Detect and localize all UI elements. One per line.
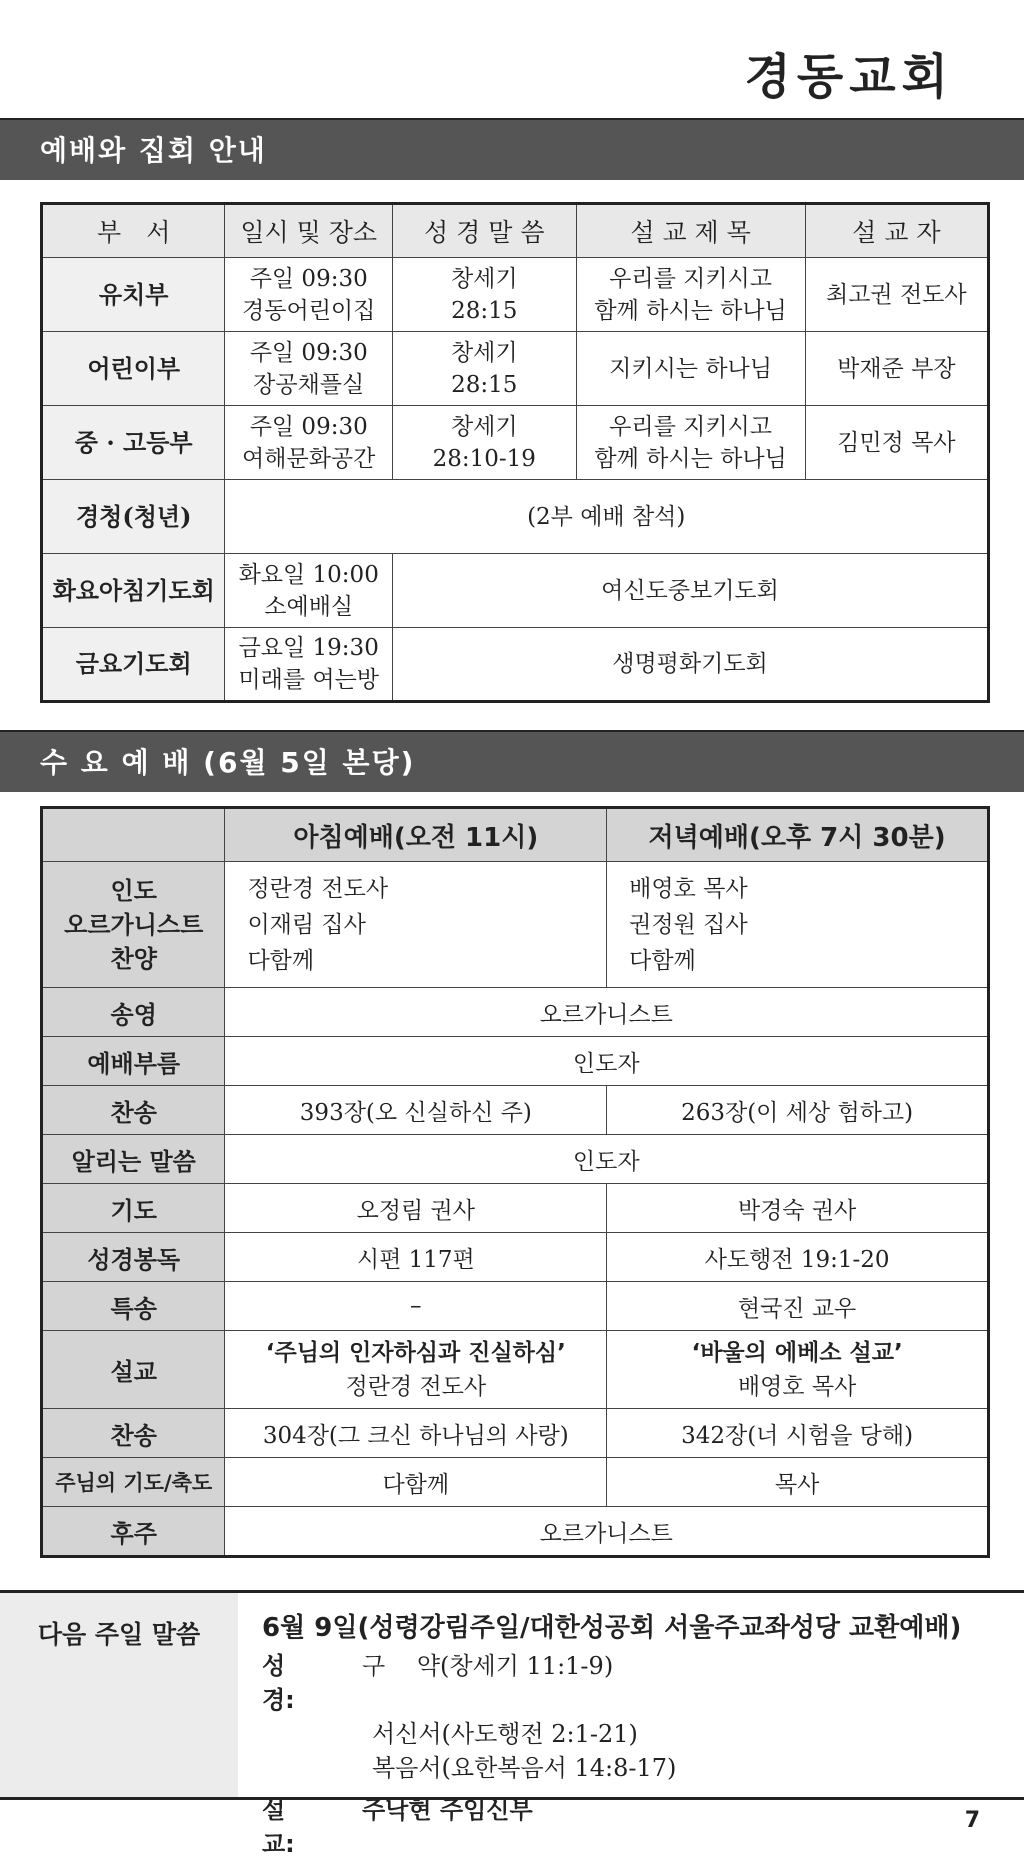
header-empty — [42, 808, 225, 862]
morning-value: 다함께 — [225, 1458, 607, 1507]
table-row — [42, 1282, 989, 1331]
evening-value: 박경숙 권사 — [607, 1184, 989, 1233]
dept-label: 어린이부 — [42, 332, 225, 406]
table-row — [42, 1184, 989, 1233]
table-row — [42, 1135, 989, 1184]
table-row — [42, 1037, 989, 1086]
table-row — [42, 332, 989, 406]
table-row — [42, 628, 989, 702]
schedule-table — [40, 202, 990, 703]
old-testament: 구 약(창세기 11:1-9) — [362, 1652, 614, 1680]
table-row — [42, 258, 989, 332]
sermon-key: 설 교: — [262, 1796, 334, 1858]
row-label: 특송 — [42, 1282, 225, 1331]
time-place: 금요일 19:30 미래를 여는방 — [225, 628, 393, 702]
morning-sermon: ‘주님의 인자하심과 진실하심’ 정란경 전도사 — [225, 1331, 607, 1409]
table-row — [42, 1409, 989, 1458]
evening-value: 현국진 교우 — [607, 1282, 989, 1331]
service-header-row — [42, 808, 989, 862]
evening-value: 263장(이 세상 험하고) — [607, 1086, 989, 1135]
evening-roles: 배영호 목사 권정원 집사 다함께 — [607, 862, 989, 988]
church-logo: 경동교회 — [744, 49, 954, 105]
row-value: 오르가니스트 — [225, 1507, 989, 1557]
table-row — [42, 1331, 989, 1409]
meeting-desc: 생명평화기도회 — [393, 628, 989, 702]
row-value: 오르가니스트 — [225, 988, 989, 1037]
row-value: 인도자 — [225, 1037, 989, 1086]
bible-ref: 창세기 28:10-19 — [393, 406, 577, 480]
morning-value: 304장(그 크신 하나님의 사랑) — [225, 1409, 607, 1458]
row-label: 예배부름 — [42, 1037, 225, 1086]
dept-label: 경청(청년) — [42, 480, 225, 554]
section-title-wednesday: 수 요 예 배 (6월 5일 본당) — [0, 730, 1024, 792]
roles-label: 인도 오르가니스트 찬양 — [42, 862, 225, 988]
wednesday-service-table — [40, 806, 990, 1558]
dept-label: 금요기도회 — [42, 628, 225, 702]
sermon-title: 우리를 지키시고 함께 하시는 하나님 — [576, 258, 805, 332]
morning-value: – — [225, 1282, 607, 1331]
bible-key: 성 경: — [262, 1652, 334, 1714]
evening-value: 목사 — [607, 1458, 989, 1507]
time-place: 화요일 10:00 소예배실 — [225, 554, 393, 628]
morning-value: 오정림 권사 — [225, 1184, 607, 1233]
next-sunday-label: 다음 주일 말씀 — [0, 1593, 238, 1797]
bible-ref: 창세기 28:15 — [393, 258, 577, 332]
dept-label: 유치부 — [42, 258, 225, 332]
gospel: 복음서(요한복음서 14:8-17) — [372, 1754, 677, 1782]
next-sunday-body — [262, 1611, 961, 1861]
preacher: 최고권 전도사 — [805, 258, 988, 332]
table-row — [42, 862, 989, 988]
row-label: 성경봉독 — [42, 1233, 225, 1282]
dept-label: 화요아침기도회 — [42, 554, 225, 628]
evening-sermon: ‘바울의 에베소 설교’ 배영호 목사 — [607, 1331, 989, 1409]
sermon-title: 우리를 지키시고 함께 하시는 하나님 — [576, 406, 805, 480]
header-bible: 성 경 말 씀 — [393, 204, 577, 258]
row-label: 찬송 — [42, 1409, 225, 1458]
row-label: 알리는 말씀 — [42, 1135, 225, 1184]
next-preacher: 주낙현 주임신부 — [362, 1796, 533, 1824]
table-row — [42, 1086, 989, 1135]
sermon-title: 지키시는 하나님 — [576, 332, 805, 406]
epistle: 서신서(사도행전 2:1-21) — [372, 1720, 638, 1748]
evening-value: 사도행전 19:1-20 — [607, 1233, 989, 1282]
preacher: 김민정 목사 — [805, 406, 988, 480]
next-sunday-title: 6월 9일(성령강림주일/대한성공회 서울주교좌성당 교환예배) — [262, 1613, 962, 1643]
row-label: 설교 — [42, 1331, 225, 1409]
sermon-row — [262, 1793, 961, 1861]
table-row — [42, 554, 989, 628]
row-label: 찬송 — [42, 1086, 225, 1135]
evening-value: 342장(너 시험을 당해) — [607, 1409, 989, 1458]
next-sunday-section — [0, 1590, 1024, 1858]
header-morning: 아침예배(오전 11시) — [225, 808, 607, 862]
youth-note: (2부 예배 참석) — [225, 480, 989, 554]
dept-label: 중 · 고등부 — [42, 406, 225, 480]
time-place: 주일 09:30 장공채플실 — [225, 332, 393, 406]
table-row — [42, 480, 989, 554]
bible-row — [262, 1649, 961, 1717]
morning-value: 시편 117편 — [225, 1233, 607, 1282]
meeting-desc: 여신도중보기도회 — [393, 554, 989, 628]
time-place: 주일 09:30 경동어린이집 — [225, 258, 393, 332]
page-number: 7 — [964, 1808, 980, 1833]
table-row — [42, 406, 989, 480]
table-row — [42, 1507, 989, 1557]
table-row — [42, 988, 989, 1037]
header-time-place: 일시 및 장소 — [225, 204, 393, 258]
morning-roles: 정란경 전도사 이재림 집사 다함께 — [225, 862, 607, 988]
row-label: 기도 — [42, 1184, 225, 1233]
time-place: 주일 09:30 여해문화공간 — [225, 406, 393, 480]
bible-ref: 창세기 28:15 — [393, 332, 577, 406]
header-dept: 부 서 — [42, 204, 225, 258]
row-label: 송영 — [42, 988, 225, 1037]
header-evening: 저녁예배(오후 7시 30분) — [607, 808, 989, 862]
preacher: 박재준 부장 — [805, 332, 988, 406]
morning-value: 393장(오 신실하신 주) — [225, 1086, 607, 1135]
row-label: 후주 — [42, 1507, 225, 1557]
header-sermon-title: 설 교 제 목 — [576, 204, 805, 258]
schedule-header-row — [42, 204, 989, 258]
table-row — [42, 1233, 989, 1282]
row-label: 주님의 기도/축도 — [42, 1458, 225, 1507]
row-value: 인도자 — [225, 1135, 989, 1184]
header-preacher: 설 교 자 — [805, 204, 988, 258]
section-title-schedule: 예배와 집회 안내 — [0, 118, 1024, 180]
table-row — [42, 1458, 989, 1507]
